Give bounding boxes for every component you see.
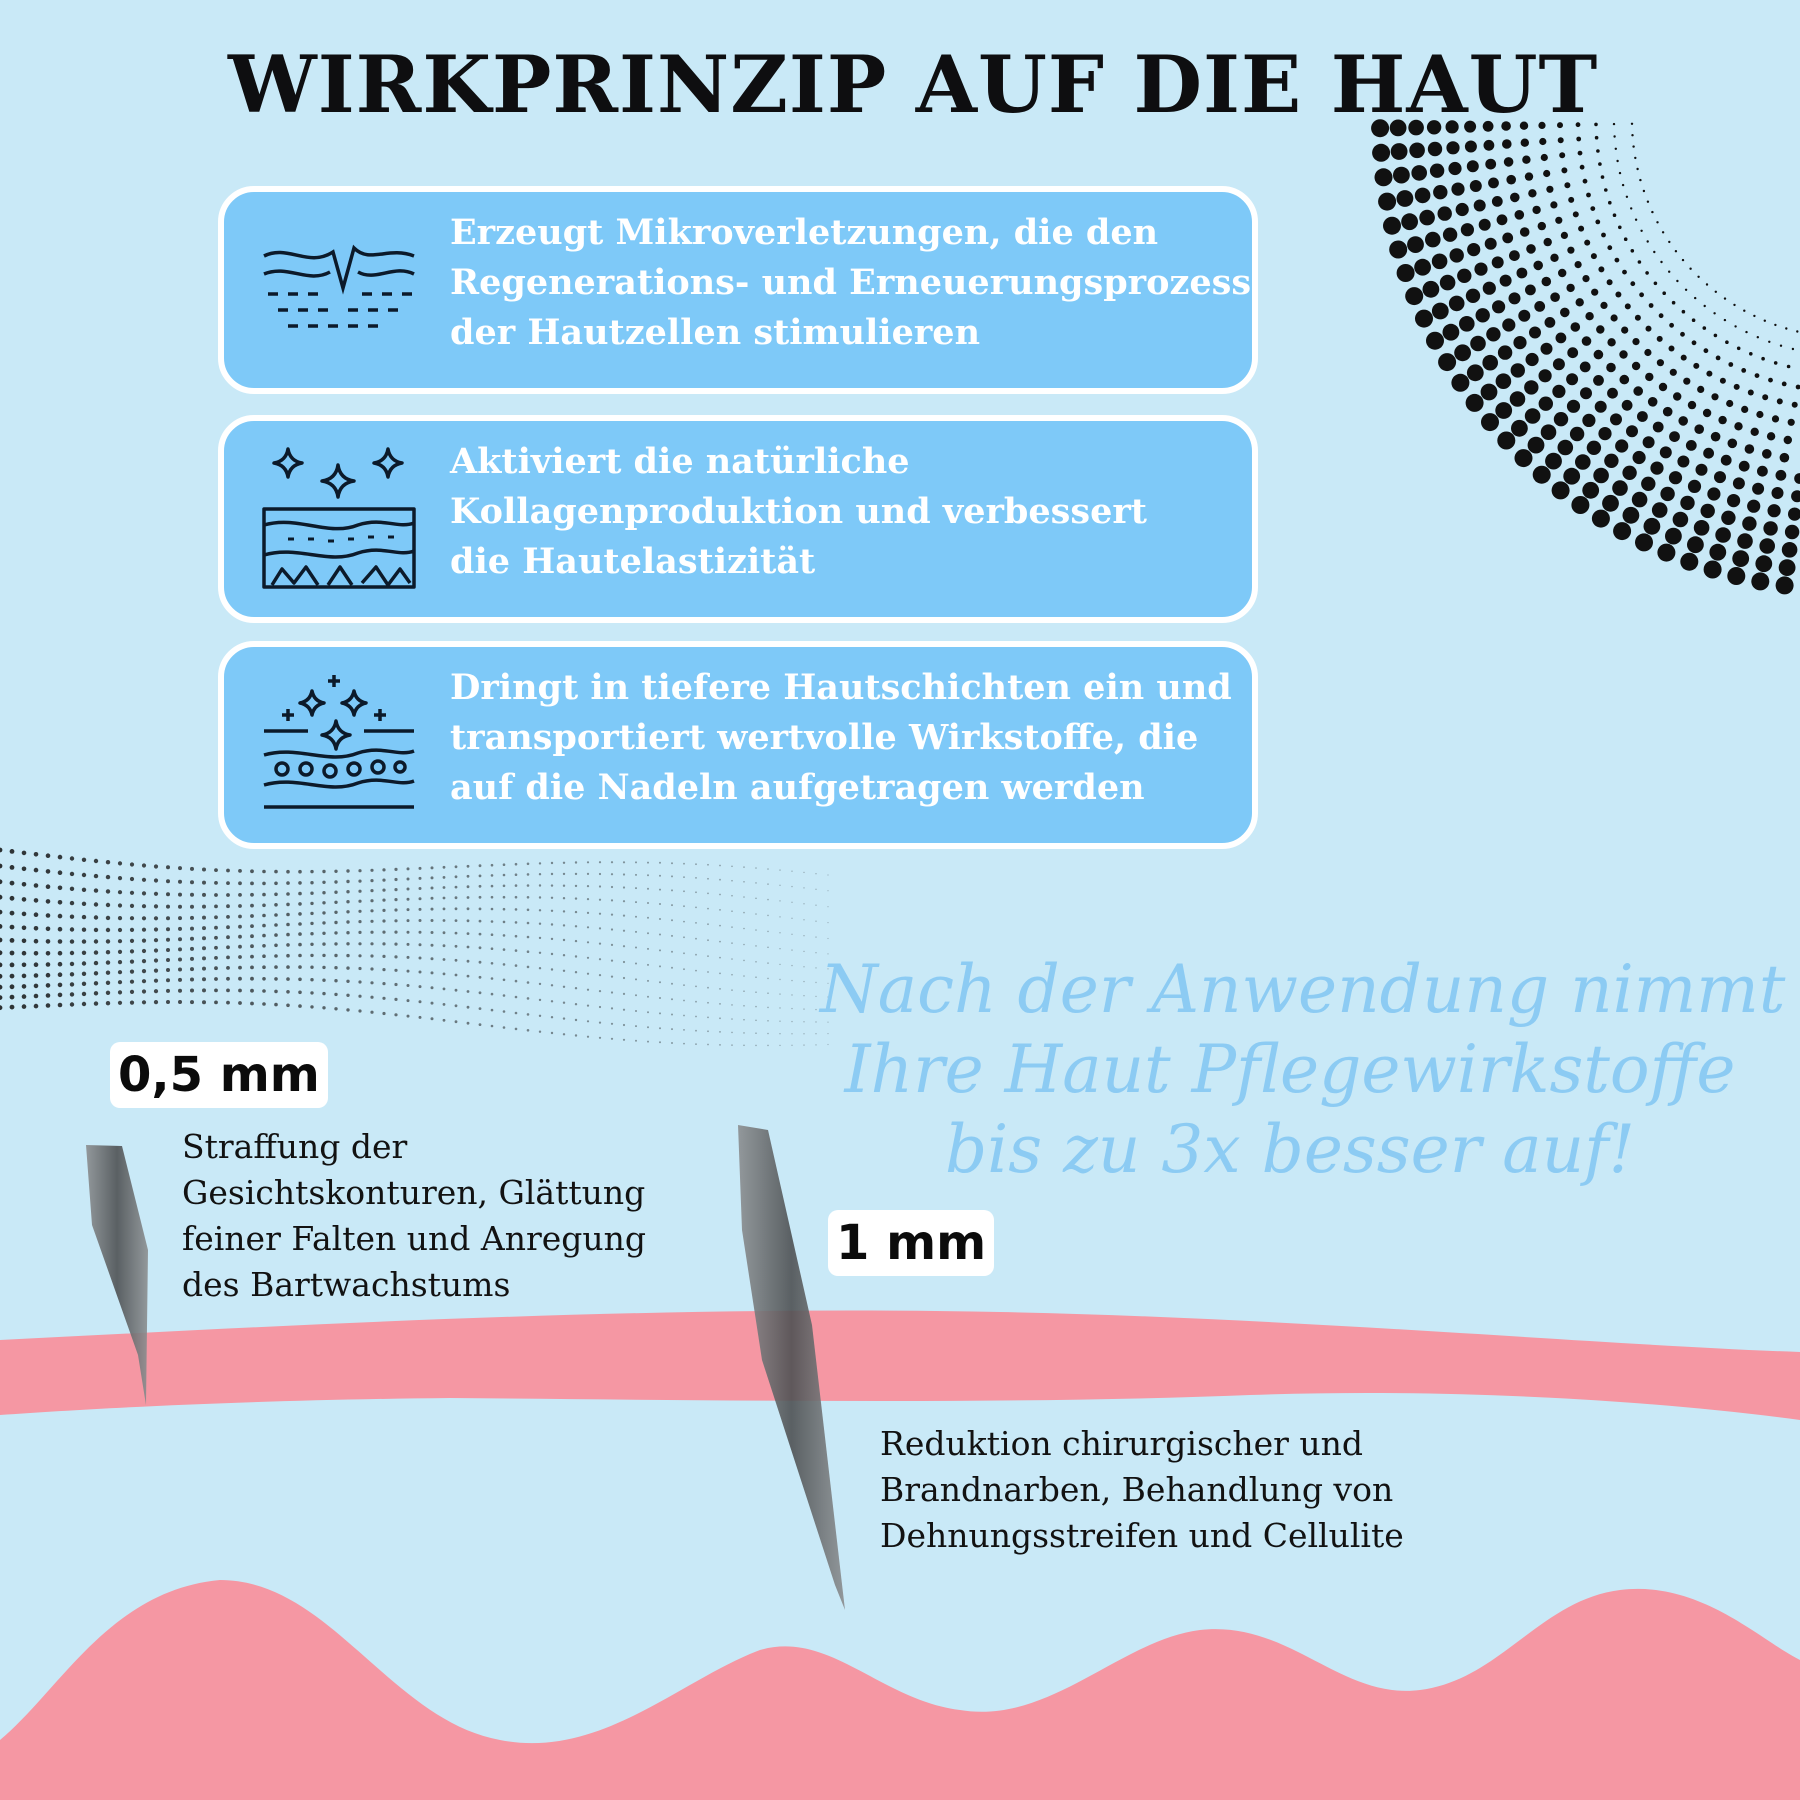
needle-long-description <box>880 1421 1404 1559</box>
description-line: Brandnarben, Behandlung von <box>880 1470 1394 1509</box>
benefit-text-collagen <box>450 437 1232 587</box>
card-line: der Hautzellen stimulieren <box>450 312 981 353</box>
highlight-claim <box>820 950 1786 1190</box>
highlight-line: bis zu 3x besser auf! <box>944 1111 1636 1188</box>
card-line: Aktiviert die natürliche <box>450 441 910 482</box>
card-line: Dringt in tiefere Hautschichten ein und <box>450 667 1232 708</box>
needle-short-description <box>182 1124 646 1308</box>
collagen-sparkle-icon <box>258 445 420 595</box>
needle-length-label-long: 1 mm <box>828 1210 994 1276</box>
needle-length-label-short: 0,5 mm <box>110 1042 328 1108</box>
skin-band-upper <box>0 1311 1800 1420</box>
page-title: WIRKPRINZIP AUF DIE HAUT <box>228 38 1599 131</box>
benefit-card-penetration <box>218 641 1258 849</box>
card-line: Erzeugt Mikroverletzungen, die den <box>450 212 1159 253</box>
halftone-dots-top-right <box>1371 119 1800 594</box>
card-line: transportiert wertvolle Wirkstoffe, die <box>450 717 1199 758</box>
description-line: Dehnungsstreifen und Cellulite <box>880 1516 1404 1555</box>
card-line: Kollagenproduktion und verbessert <box>450 491 1147 532</box>
skin-layers-penetration-icon <box>258 673 420 823</box>
description-line: Reduktion chirurgischer und <box>880 1424 1364 1463</box>
halftone-dots-left <box>0 848 829 1047</box>
card-line: Regenerations- und Erneuerungsprozess <box>450 262 1252 303</box>
skin-band-lower <box>0 1580 1800 1800</box>
card-line: die Hautelastizität <box>450 541 816 582</box>
card-line: auf die Nadeln aufgetragen werden <box>450 767 1145 808</box>
benefit-card-collagen <box>218 415 1258 623</box>
benefit-text-micro-injury <box>450 208 1252 358</box>
description-line: Straffung der <box>182 1127 408 1166</box>
description-line: Gesichtskonturen, Glättung <box>182 1173 646 1212</box>
benefit-card-micro-injury <box>218 186 1258 394</box>
highlight-line: Nach der Anwendung nimmt <box>820 951 1786 1028</box>
description-line: feiner Falten und Anregung <box>182 1219 647 1258</box>
skin-microinjury-icon <box>258 216 420 366</box>
benefit-text-penetration <box>450 663 1232 813</box>
highlight-line: Ihre Haut Pflegewirkstoffe <box>844 1031 1736 1108</box>
description-line: des Bartwachstums <box>182 1265 511 1304</box>
